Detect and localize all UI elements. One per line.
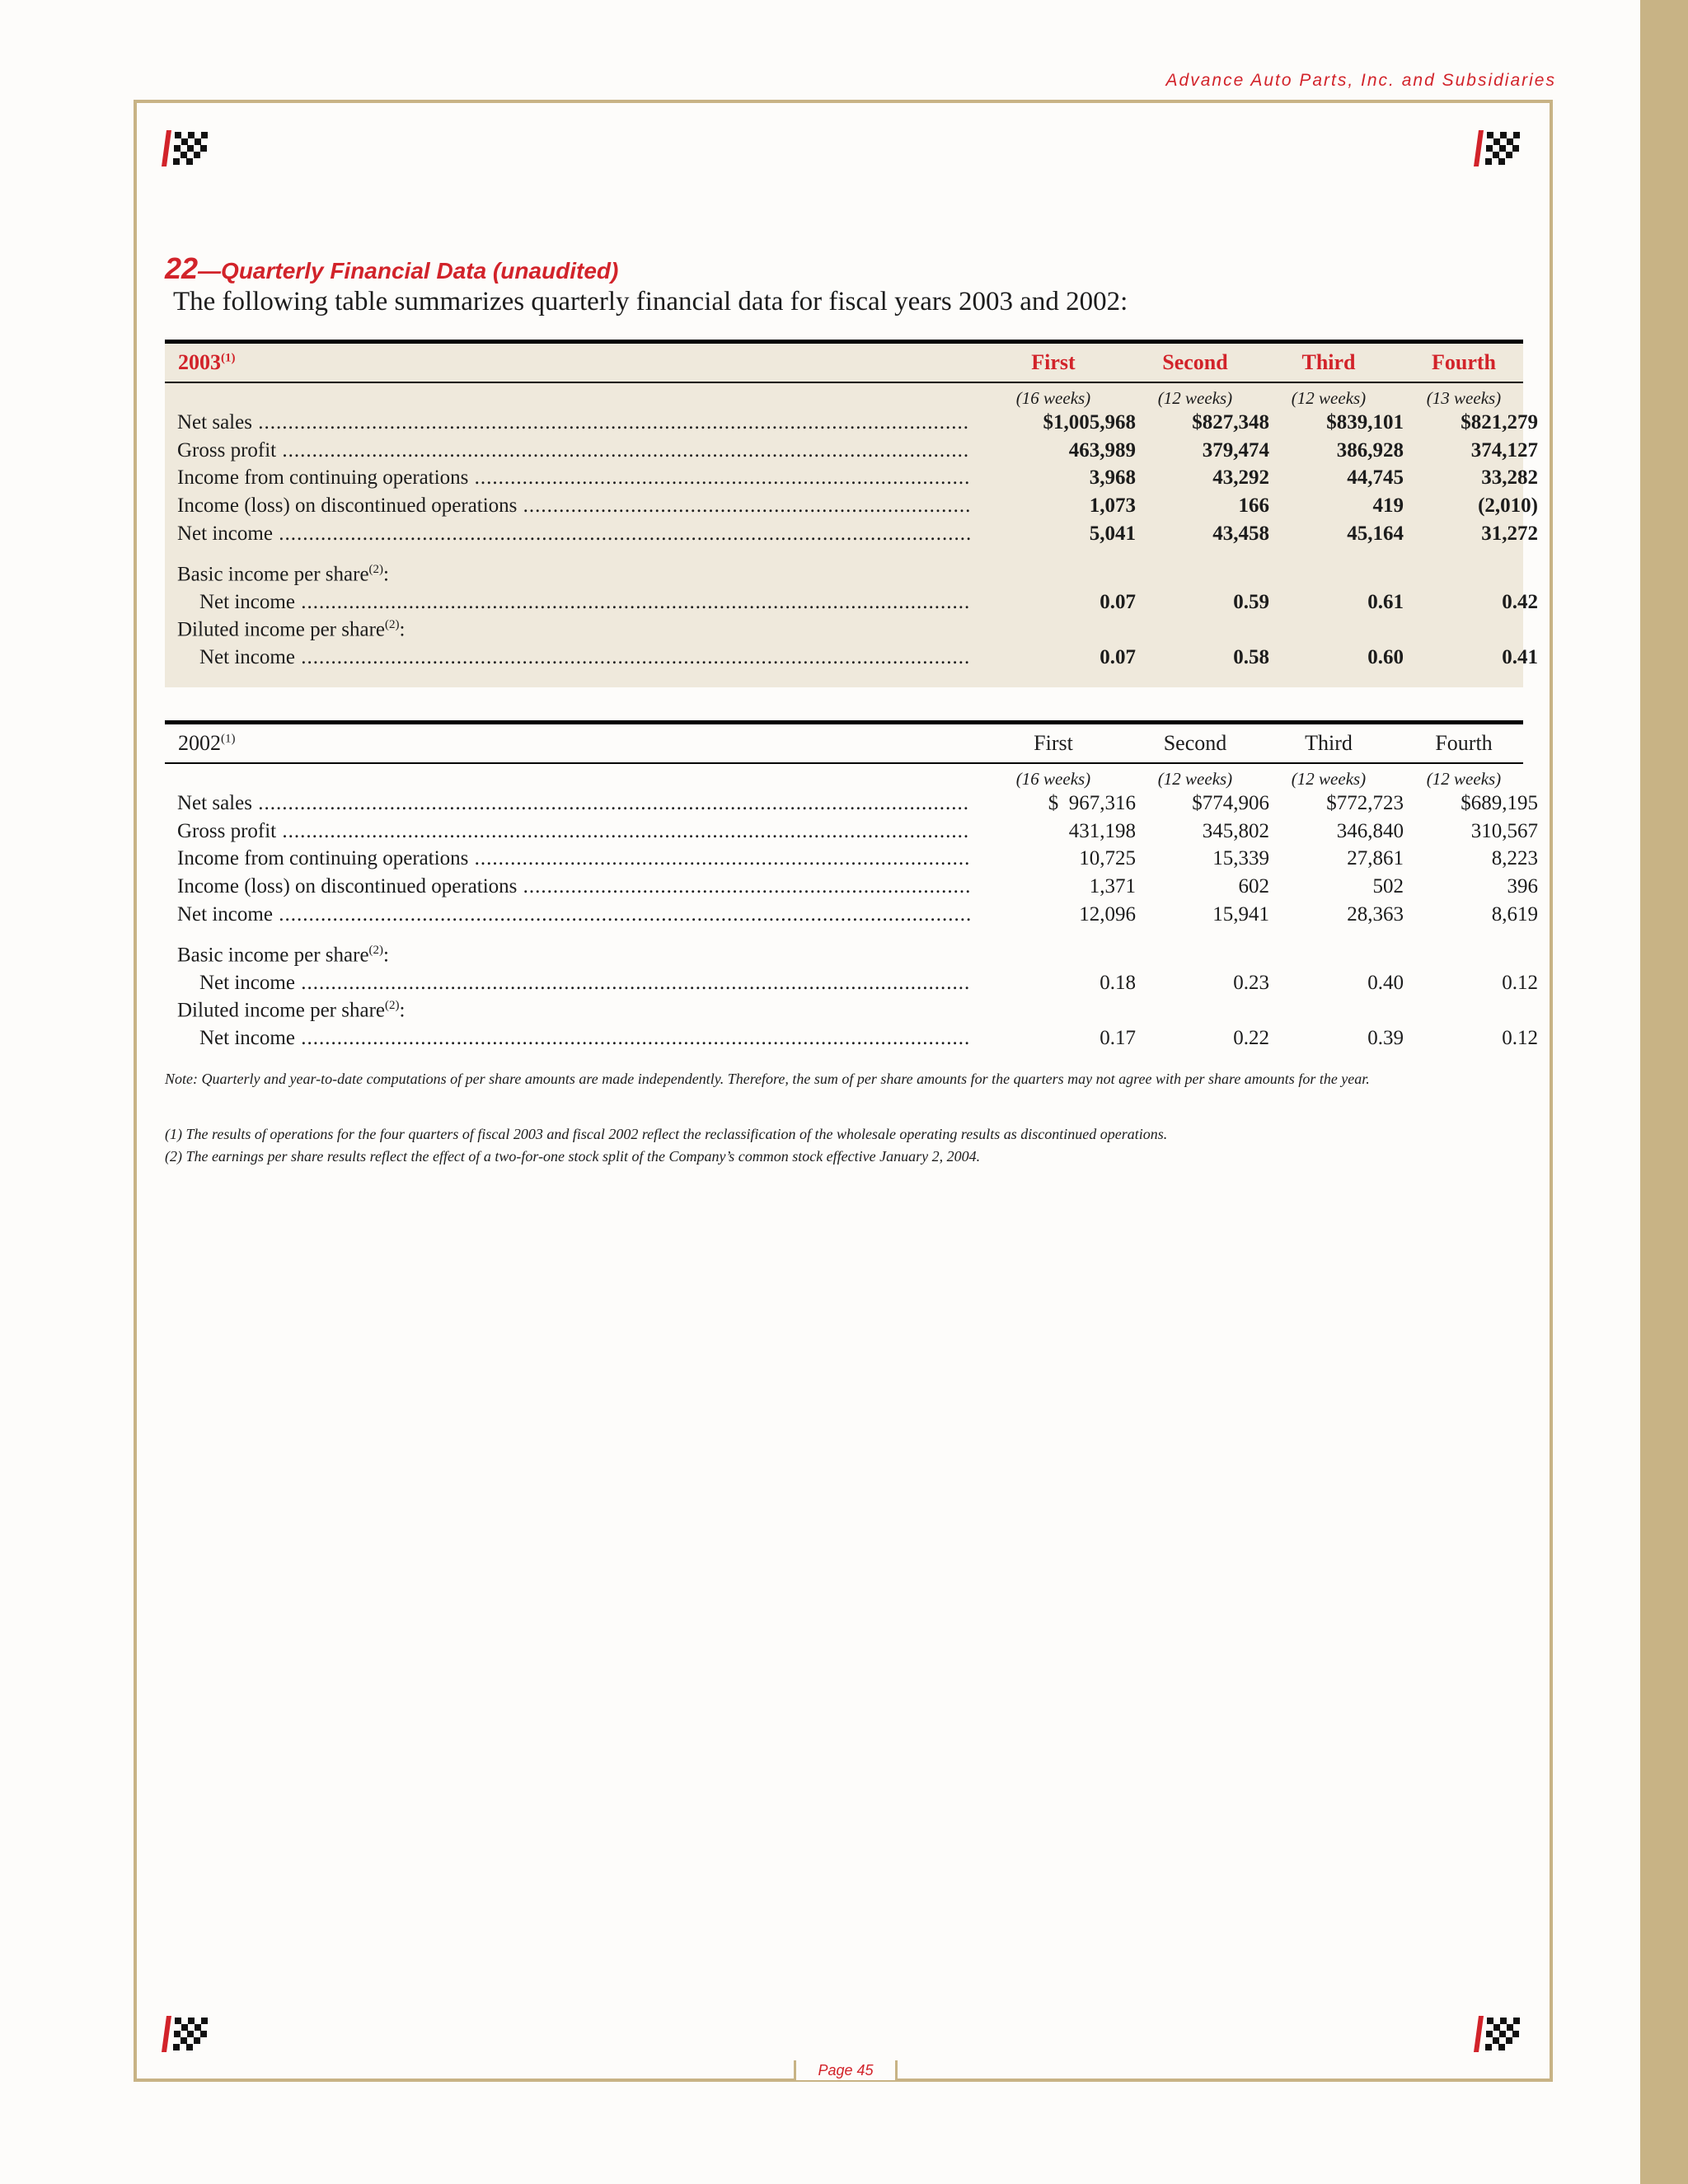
column-header-fourth: Fourth [1432, 350, 1496, 374]
section-title-text: —Quarterly Financial Data (unaudited) [198, 258, 619, 284]
column-header-fourth: Fourth [1435, 731, 1493, 755]
section-title [165, 251, 618, 286]
table-row: Basic income per share$^{(2)}$: [177, 944, 389, 967]
table-row: Diluted income per share$^{(2)}$: [177, 999, 406, 1022]
table-row: Gross profit ..... 431,198 345,802 346,840 310,567 [165, 820, 1523, 848]
checkered-flag-icon [162, 2014, 211, 2054]
table-row: Net income ..... 0.07 0.58 0.60 0.41 [165, 646, 1523, 674]
checkered-flag-icon [162, 129, 211, 168]
column-header-third: Third [1305, 731, 1353, 755]
table-header [165, 720, 1523, 764]
column-header-third: Third [1301, 350, 1356, 374]
company-header: Advance Auto Parts, Inc. and Subsidiaries [1165, 71, 1556, 90]
column-header-second: Second [1162, 350, 1228, 374]
table-row: Income from continuing operations ..... 10,725 15,339 27,861 8,223 [165, 847, 1523, 875]
table-row: Income (loss) on discontinued operations ..... 1,073 166 419 (2,010) [165, 494, 1523, 523]
side-color-band [1640, 0, 1688, 2184]
checkered-flag-icon [1474, 2014, 1523, 2054]
table-row: Diluted income per share$^{(2)}$: [177, 618, 406, 641]
table-row: Net income ..... 0.07 0.59 0.61 0.42 [165, 591, 1523, 619]
table-row: Net income ..... 0.17 0.22 0.39 0.12 [165, 1027, 1523, 1055]
footnote-2: (2) The earnings per share results reflect the effect of a two-for-one stock split of the Company’s common stock effective January 2, 2004. [165, 1148, 981, 1165]
table-row: Net income ..... 5,041 43,458 45,164 31,272 [165, 523, 1523, 551]
year-label: 2003$^{(1)}$ [178, 350, 236, 374]
year-label: 2002$^{(1)}$ [178, 731, 236, 755]
footnote-1: (1) The results of operations for the four quarters of fiscal 2003 and fiscal 2002 reflect the reclassification of the wholesale operating results as discontinued operations. [165, 1126, 1168, 1142]
quarterly-table-2003 [165, 340, 1538, 687]
table-row: Net sales ..... $1,005,968 $827,348 $839,101 $821,279 [165, 411, 1523, 439]
quarterly-table-2002 [165, 720, 1538, 1058]
weeks-row: (16 weeks) (12 weeks) (12 weeks) (13 weeks) [1015, 388, 1502, 408]
section-number: 22 [165, 251, 199, 285]
table-row: Income from continuing operations ..... 3,968 43,292 44,745 33,282 [165, 466, 1523, 494]
column-header-second: Second [1163, 731, 1227, 755]
table-row: Gross profit ..... 463,989 379,474 386,928 374,127 [165, 439, 1523, 467]
page-number: Page 45 [794, 2060, 898, 2080]
column-header-first: First [1031, 350, 1076, 374]
table-row: Basic income per share$^{(2)}$: [177, 563, 389, 586]
weeks-row: (16 weeks) (12 weeks) (12 weeks) (12 weeks) [1015, 769, 1502, 789]
table-row: Net sales ..... $ 967,316 $774,906 $772,723 $689,195 [165, 792, 1523, 820]
table-header [165, 340, 1523, 383]
table-row: Net income ..... 12,096 15,941 28,363 8,619 [165, 903, 1523, 931]
table-row: Income (loss) on discontinued operations ..... 1,371 602 502 396 [165, 875, 1523, 903]
per-share-note: Note: Quarterly and year-to-date computations of per share amounts are made independently. Therefore, the sum of per share amounts for the quarters may not agree with per share amounts for the year. [165, 1071, 1370, 1087]
intro-paragraph: The following table summarizes quarterly financial data for fiscal years 2003 and 2002: [173, 287, 1128, 316]
table-row: Net income ..... 0.18 0.23 0.40 0.12 [165, 972, 1523, 1000]
column-header-first: First [1034, 731, 1073, 755]
checkered-flag-icon [1474, 129, 1523, 168]
